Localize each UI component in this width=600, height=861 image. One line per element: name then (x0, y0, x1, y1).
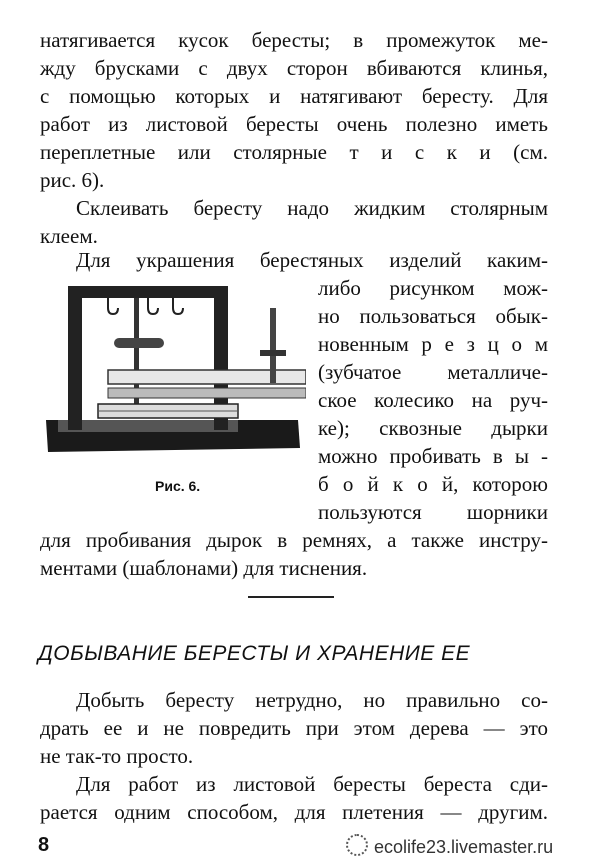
watermark-text: ecolife23.livemaster.ru (374, 837, 554, 857)
vise-drawing (38, 270, 306, 475)
text-line: клеем. (40, 224, 98, 248)
text-line: драть ее и не повредить при этом дерева — это (40, 716, 548, 740)
text-line: ментами (шаблонами) для тиснения. (40, 556, 368, 580)
page-number: 8 (38, 834, 50, 856)
text-line: Для украшения берестяных изделий каким- (76, 248, 548, 272)
text-line: либо рисунком мож- (318, 276, 548, 300)
text-line: работ из листовой бересты очень полезно иметь (40, 112, 548, 136)
text-line: для пробивания дырок в ремнях, а также инстру- (40, 528, 548, 552)
text-line: Для работ из листовой бересты береста сди- (76, 772, 548, 796)
section-heading: ДОБЫВАНИЕ БЕРЕСТЫ И ХРАНЕНИЕ ЕЕ (38, 642, 471, 665)
figure-caption: Рис. 6. (155, 478, 201, 494)
text-line: пользуются шорники (318, 500, 548, 524)
watermark (346, 834, 553, 858)
text-line: рис. 6). (40, 168, 105, 192)
text-line: рается одним способом, для плетения — другим. (40, 800, 548, 824)
text-line: но пользоваться обык- (318, 304, 548, 328)
text-line: натягивается кусок бересты; в промежуток ме- (40, 28, 548, 52)
text-line: б о й к о й, которою (318, 472, 548, 496)
text-line: не так-то просто. (40, 744, 194, 768)
section-divider (248, 596, 334, 598)
text-line: новенным р е з ц о м (318, 332, 548, 356)
text-line: (зубчатое металличе- (318, 360, 548, 384)
text-line: можно пробивать в ы - (318, 444, 548, 468)
text-line: Склеивать бересту надо жидким столярным (76, 196, 548, 220)
watermark-logo-icon (346, 834, 368, 856)
text-line: жду брусками с двух сторон вбиваются клинья, (40, 56, 548, 80)
text-line: с помощью которых и натягивают бересту. Для (40, 84, 548, 108)
text-line: переплетные или столярные т и с к и (см. (40, 140, 548, 164)
text-line: ке); сквозные дырки (318, 416, 548, 440)
vise-illustration (38, 270, 306, 475)
text-line: Добыть бересту нетрудно, но правильно со- (76, 688, 548, 712)
text-line: ское колесико на руч- (318, 388, 548, 412)
